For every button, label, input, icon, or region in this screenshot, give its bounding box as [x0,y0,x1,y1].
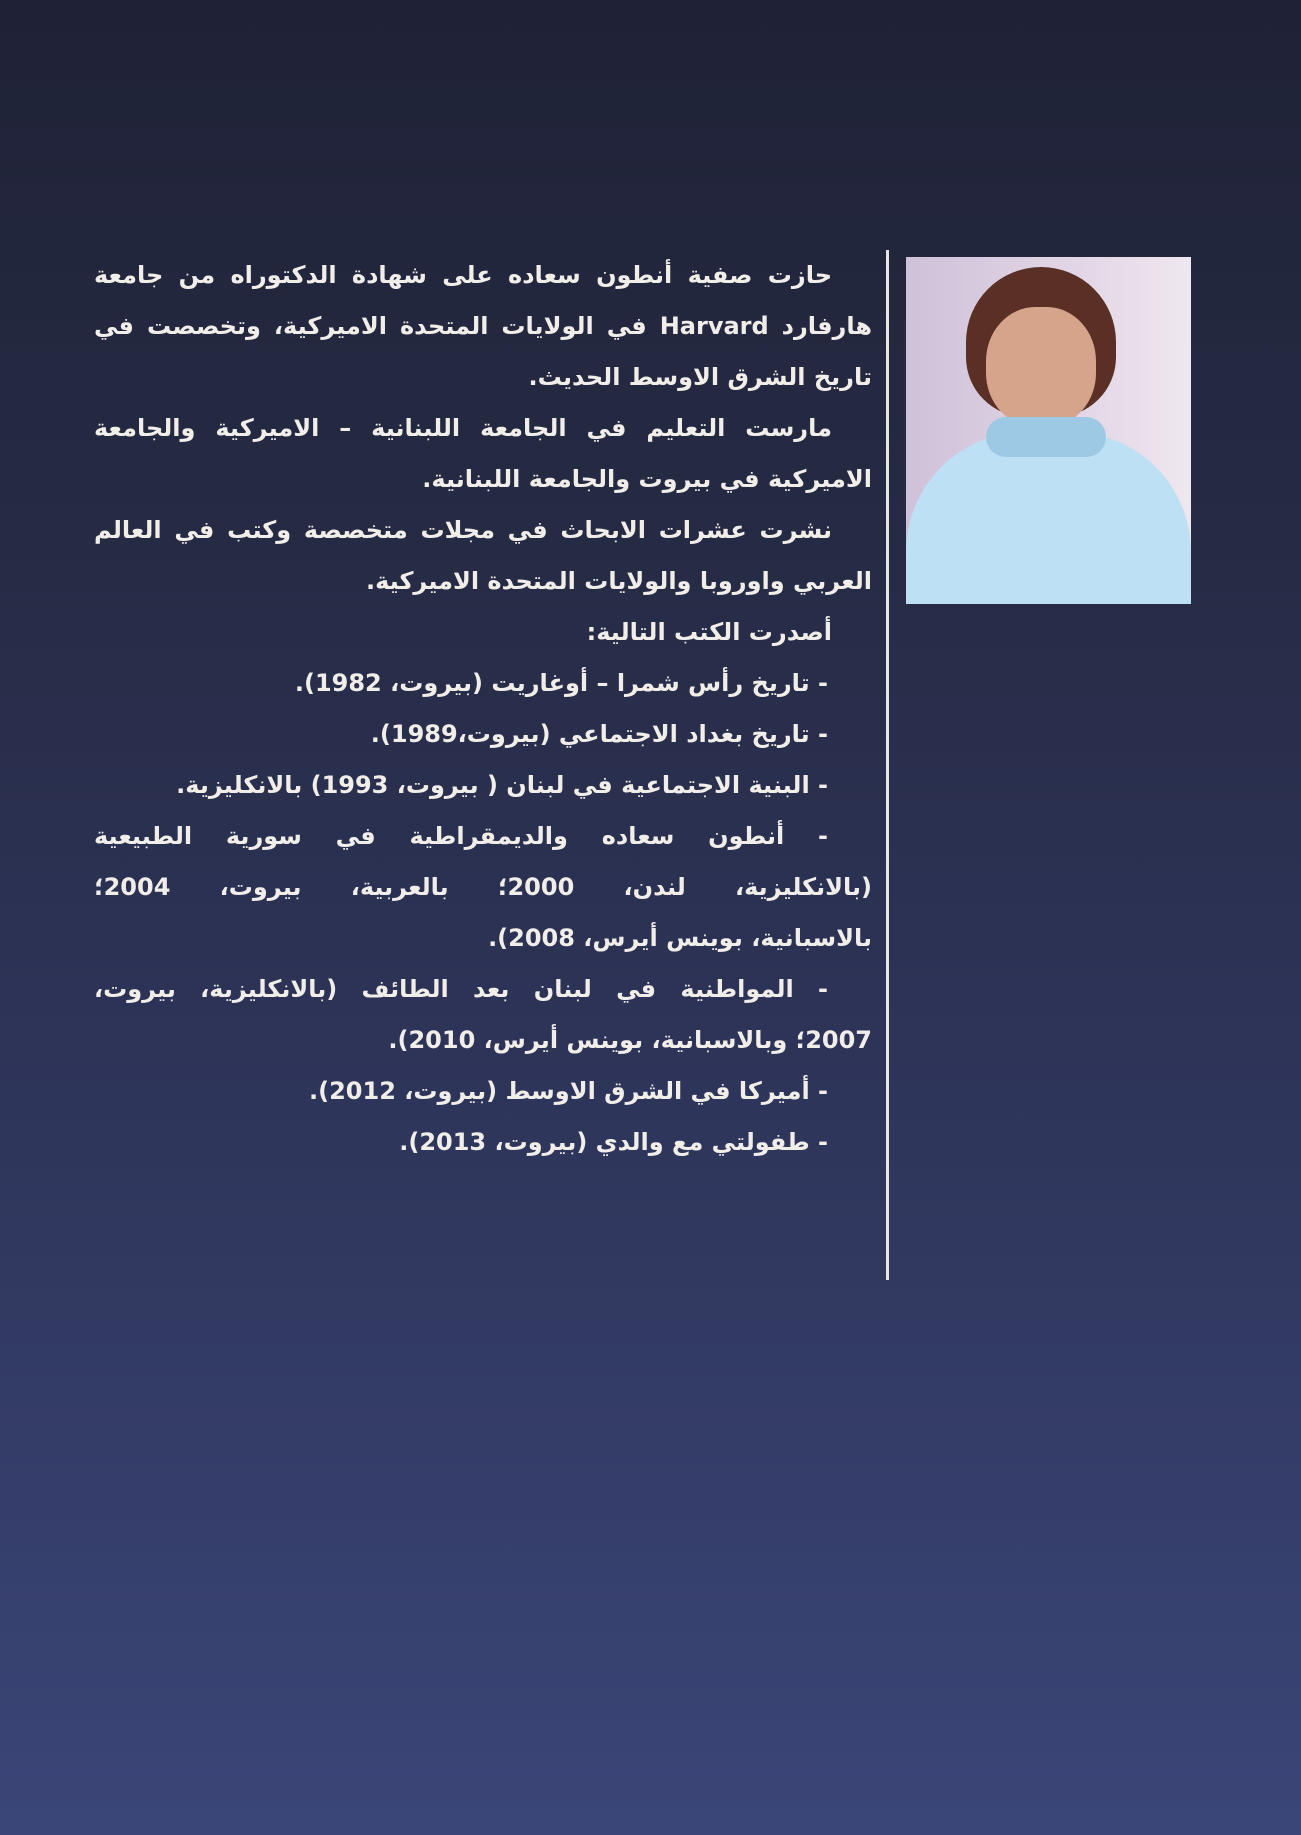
book-item: - تاريخ رأس شمرا – أوغاريت (بيروت، 1982). [294,669,828,697]
book-item-cont: (بالانكليزية، لندن، 2000؛ بالعربية، بيروت، 2004؛ [94,873,872,901]
book-item: - طفولتي مع والدي (بيروت، 2013). [399,1128,828,1156]
bio-line: نشرت عشرات الابحاث في مجلات متخصصة وكتب في العالم [94,516,832,544]
book-item: - البنية الاجتماعية في لبنان ( بيروت، 1993) بالانكليزية. [176,771,828,799]
book-item: - تاريخ بغداد الاجتماعي (بيروت،1989). [370,720,828,748]
bio-line: مارست التعليم في الجامعة اللبنانية – الاميركية والجامعة [94,414,832,442]
book-item-cont: 2007؛ وبالاسبانية، بوينس أيرس، 2010). [388,1026,872,1054]
bio-line: العربي واوروبا والولايات المتحدة الاميركية. [365,567,872,595]
vertical-divider [886,250,889,1280]
bio-line: هارفارد Harvard في الولايات المتحدة الاميركية، وتخصصت في [94,312,873,340]
books-intro: أصدرت الكتب التالية: [586,618,832,646]
bio-line: الاميركية في بيروت والجامعة اللبنانية. [422,465,872,493]
book-item: - أنطون سعاده والديمقراطية في سورية الطبيعية [94,822,828,850]
book-item: - أميركا في الشرق الاوسط (بيروت، 2012). [309,1077,828,1105]
book-item-cont: بالاسبانية، بوينس أيرس، 2008). [488,924,872,952]
author-bio [94,250,872,1168]
author-photo [906,257,1191,604]
bio-line: حازت صفية أنطون سعاده على شهادة الدكتوراه من جامعة [94,261,832,289]
book-item: - المواطنية في لبنان بعد الطائف (بالانكليزية، بيروت، [94,975,828,1003]
bio-line: تاريخ الشرق الاوسط الحديث. [528,363,872,391]
